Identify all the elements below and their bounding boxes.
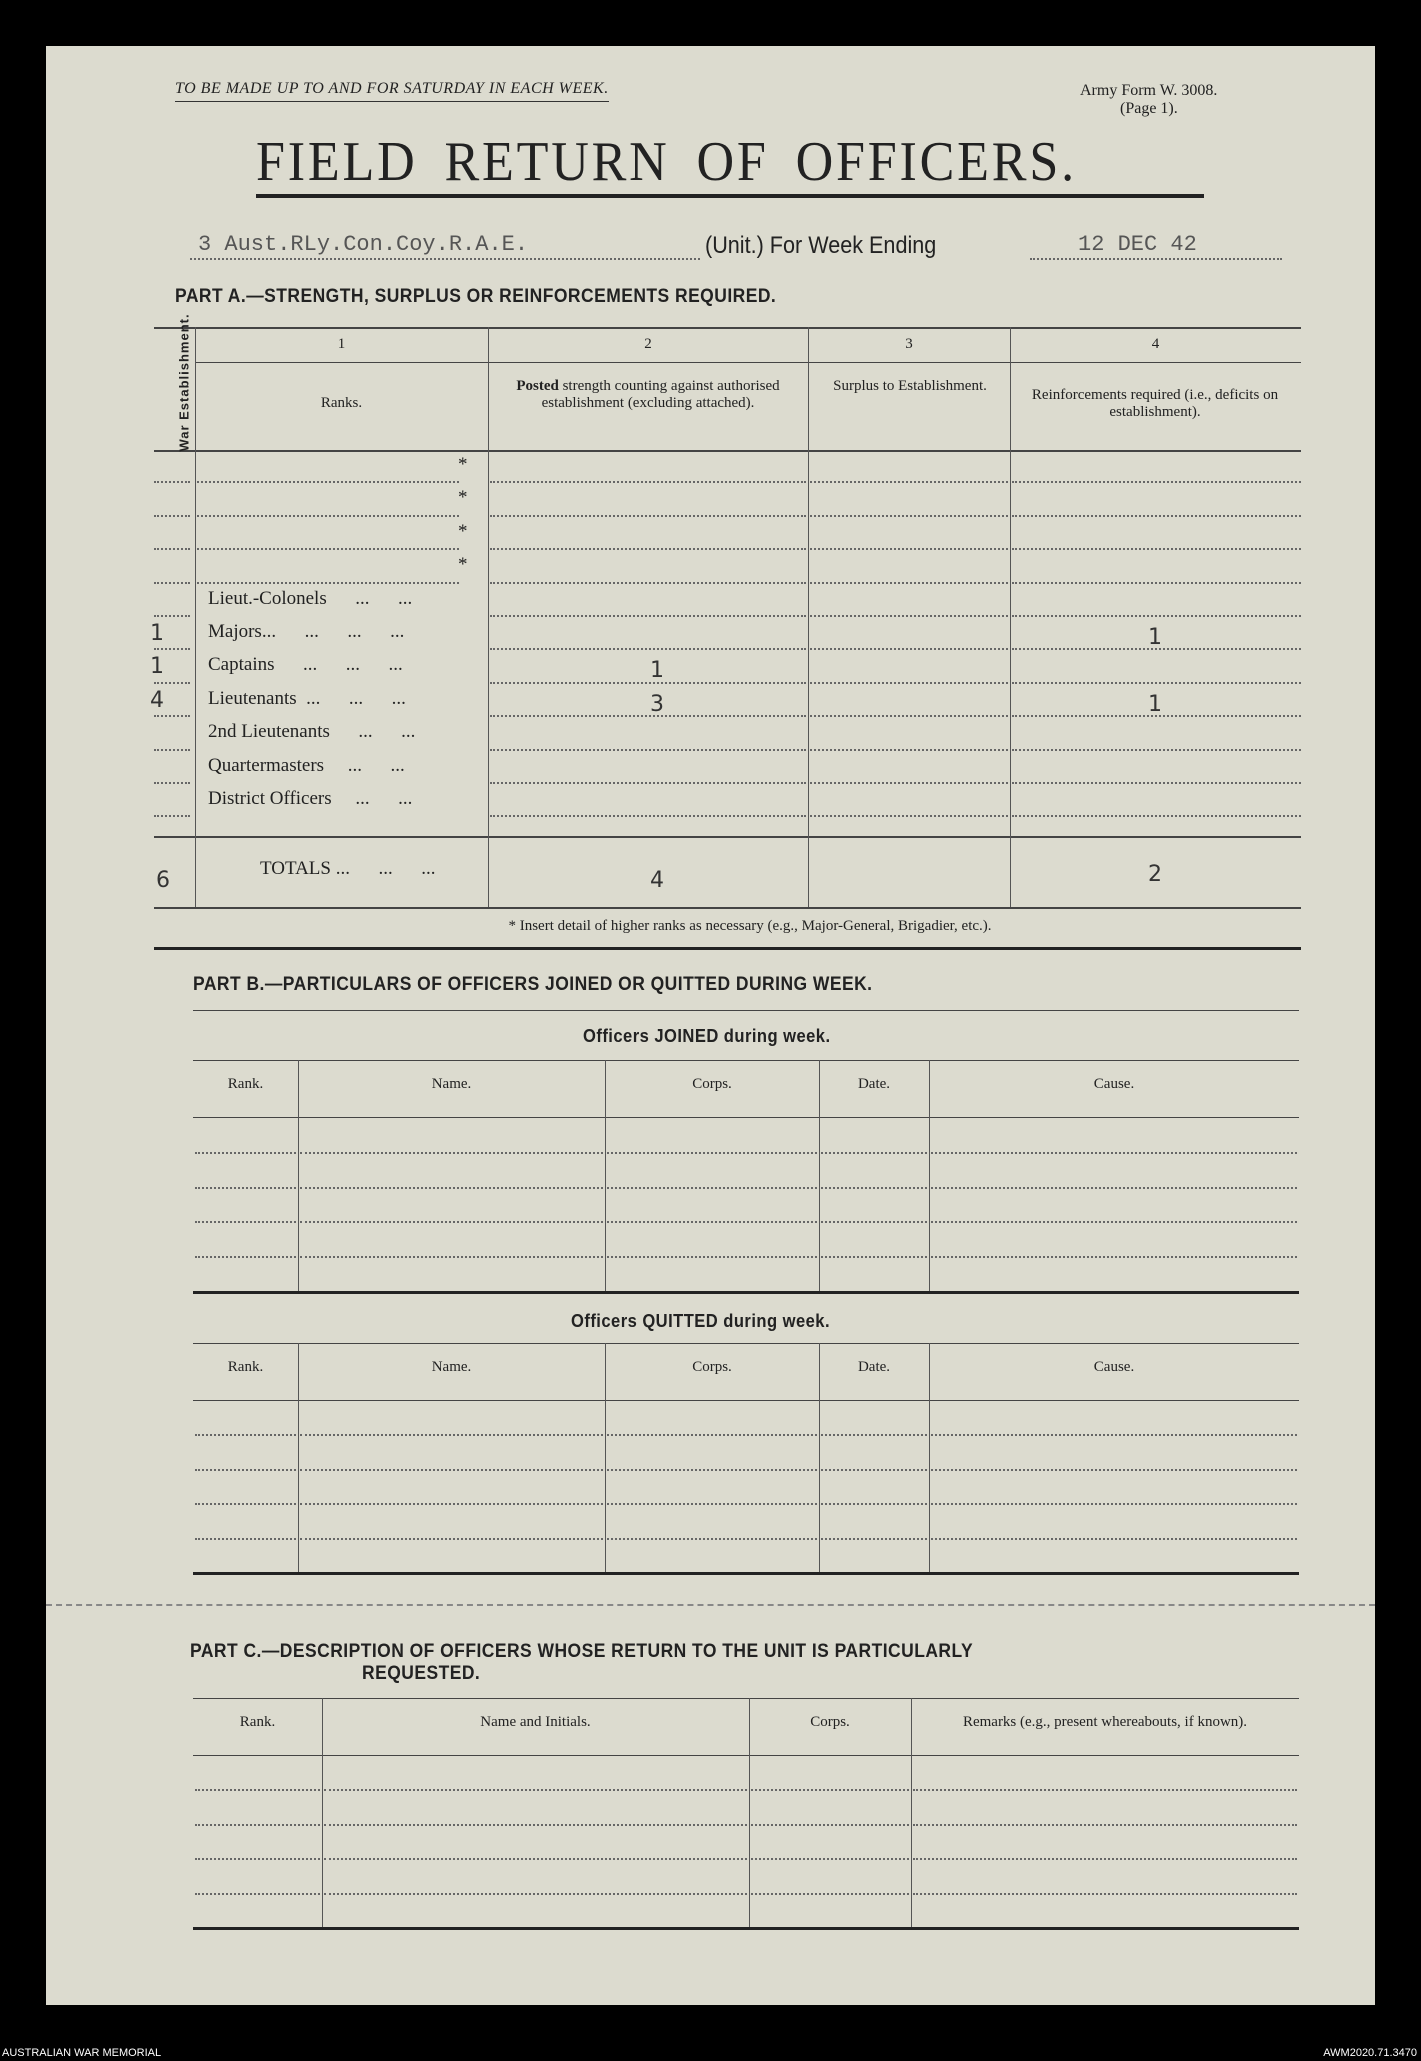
joined-header-1: Name. <box>431 1076 472 1092</box>
quitted-row-cell[interactable] <box>821 1434 927 1436</box>
joined-row-cell[interactable] <box>607 1221 817 1223</box>
row-dotted-line <box>490 582 806 584</box>
part-c-row-cell[interactable] <box>751 1858 909 1860</box>
we-dotted-line <box>154 582 190 584</box>
part-a-footnote: * Insert detail of higher ranks as necessary (e.g., Major-General, Brigadier, etc.). <box>508 918 992 934</box>
row-dotted-line <box>810 481 1008 483</box>
header-bottom-rule <box>154 450 1301 452</box>
unit-label: (Unit.) For Week Ending <box>705 232 937 259</box>
part-c-row-cell[interactable] <box>195 1858 320 1860</box>
part-c-row-cell[interactable] <box>913 1789 1297 1791</box>
quitted-top-rule <box>193 1343 1299 1344</box>
part-c-column-divider <box>749 1698 750 1927</box>
joined-row-cell[interactable] <box>300 1256 603 1258</box>
row-dotted-line <box>490 715 806 717</box>
column-number: 1 <box>337 336 346 352</box>
rank-label: 2nd Lieutenants ... ... <box>208 721 416 743</box>
joined-row-cell[interactable] <box>195 1187 296 1189</box>
quitted-row-cell[interactable] <box>300 1503 603 1505</box>
archive-reference: AWM2020.71.3470 <box>1323 2047 1417 2059</box>
quitted-row-cell[interactable] <box>300 1434 603 1436</box>
ranks-header: Ranks. <box>320 395 363 411</box>
quitted-row-cell[interactable] <box>195 1538 296 1540</box>
part-c-row-cell[interactable] <box>751 1824 909 1826</box>
joined-header-0: Rank. <box>227 1076 264 1092</box>
surplus-header: Surplus to Establishment. <box>833 378 987 394</box>
joined-header-2: Corps. <box>692 1076 732 1092</box>
title-underline <box>256 194 1204 198</box>
total-reinforcements[interactable]: 2 <box>1148 862 1162 887</box>
row-dotted-line <box>1012 782 1301 784</box>
rank-label: District Officers ... ... <box>208 788 413 809</box>
quitted-row-cell[interactable] <box>607 1469 817 1471</box>
part-c-row-cell[interactable] <box>913 1893 1297 1895</box>
row-dotted-line <box>810 582 1008 584</box>
joined-row-cell[interactable] <box>931 1256 1297 1258</box>
row-dotted-line <box>490 749 806 751</box>
quitted-column-divider <box>605 1343 606 1572</box>
row-dotted-line <box>490 615 806 617</box>
row-dotted-line <box>810 515 1008 517</box>
joined-column-divider <box>298 1060 299 1291</box>
page-title: FIELD RETURN OF OFFICERS. <box>256 131 1077 193</box>
row-dotted-line <box>1012 582 1301 584</box>
quitted-column-divider <box>929 1343 930 1572</box>
part-a-heading: PART A.—STRENGTH, SURPLUS OR REINFORCEMENTS REQUIRED. <box>175 286 777 307</box>
part-c-header-rule <box>193 1755 1299 1756</box>
week-dotted-line <box>1030 258 1282 260</box>
archive-caption: AUSTRALIAN WAR MEMORIAL <box>2 2047 162 2059</box>
we-dotted-line <box>154 749 190 751</box>
quitted-row-cell[interactable] <box>607 1538 817 1540</box>
column-divider <box>1010 327 1011 907</box>
joined-header-rule <box>193 1117 1299 1118</box>
joined-row-cell[interactable] <box>821 1187 927 1189</box>
quitted-row-cell[interactable] <box>931 1469 1297 1471</box>
joined-column-divider <box>605 1060 606 1291</box>
we-dotted-line <box>154 782 190 784</box>
rank-asterisk: * <box>458 454 468 475</box>
joined-row-cell[interactable] <box>931 1187 1297 1189</box>
quitted-header-1: Name. <box>431 1359 472 1375</box>
we-dotted-line <box>154 648 190 650</box>
joined-row-cell[interactable] <box>821 1256 927 1258</box>
reinforcements-value[interactable]: 1 <box>1148 691 1162 717</box>
quitted-header-4: Cause. <box>1093 1359 1135 1375</box>
joined-row-cell[interactable] <box>300 1152 603 1154</box>
row-dotted-line <box>810 548 1008 550</box>
rank-dotted-line <box>197 481 459 483</box>
joined-row-cell[interactable] <box>607 1152 817 1154</box>
rank-asterisk: * <box>458 520 468 542</box>
quitted-bottom-rule <box>193 1572 1299 1575</box>
part-c-header-0: Rank. <box>239 1714 276 1730</box>
row-dotted-line <box>810 749 1008 751</box>
rank-asterisk: * <box>458 487 468 509</box>
part-c-column-divider <box>322 1698 323 1927</box>
joined-row-cell[interactable] <box>607 1187 817 1189</box>
joined-row-cell[interactable] <box>300 1221 603 1223</box>
quitted-row-cell[interactable] <box>931 1434 1297 1436</box>
quitted-row-cell[interactable] <box>607 1503 817 1505</box>
table-bottom-rule <box>154 907 1301 909</box>
joined-row-cell[interactable] <box>821 1152 927 1154</box>
fold-line <box>46 1604 1375 1606</box>
part-c-header-2: Corps. <box>810 1714 850 1730</box>
part-c-row-cell[interactable] <box>195 1824 320 1826</box>
we-dotted-line <box>154 481 190 483</box>
part-c-row-cell[interactable] <box>751 1893 909 1895</box>
joined-row-cell[interactable] <box>195 1221 296 1223</box>
joined-top-rule <box>193 1060 1299 1061</box>
row-dotted-line <box>490 815 806 817</box>
quitted-row-cell[interactable] <box>300 1469 603 1471</box>
row-dotted-line <box>490 481 806 483</box>
part-c-heading-line2: REQUESTED. <box>362 1663 481 1684</box>
quitted-row-cell[interactable] <box>821 1538 927 1540</box>
row-dotted-line <box>1012 815 1301 817</box>
total-war-establishment[interactable]: 6 <box>156 868 170 893</box>
reinforcements-value[interactable]: 1 <box>1148 625 1162 650</box>
war-establishment-header: War Establishment. <box>176 313 192 452</box>
quitted-row-cell[interactable] <box>300 1538 603 1540</box>
war-establishment-value[interactable]: 4 <box>150 687 164 713</box>
part-c-header-1: Name and Initials. <box>480 1714 591 1730</box>
row-dotted-line <box>1012 749 1301 751</box>
joined-bottom-rule <box>193 1291 1299 1294</box>
rank-label: Captains ... ... ... <box>208 654 403 676</box>
total-posted[interactable]: 4 <box>650 868 664 893</box>
rank-label: Quartermasters ... ... <box>208 754 405 776</box>
part-c-row-cell[interactable] <box>324 1789 747 1791</box>
joined-row-cell[interactable] <box>195 1152 296 1154</box>
part-c-row-cell[interactable] <box>913 1824 1297 1826</box>
quitted-row-cell[interactable] <box>931 1538 1297 1540</box>
rank-dotted-line <box>197 582 459 584</box>
part-c-row-cell[interactable] <box>324 1893 747 1895</box>
row-dotted-line <box>1012 682 1301 684</box>
posted-header: Posted strength counting against authorised establishment (excluding attached). <box>516 378 780 412</box>
row-dotted-line <box>490 782 806 784</box>
reinforcements-header: Reinforcements required (i.e., deficits on establishment). <box>1031 387 1279 421</box>
posted-value[interactable]: 1 <box>650 658 664 684</box>
joined-title: Officers JOINED during week. <box>583 1026 831 1046</box>
posted-bold: Posted <box>516 378 559 394</box>
unit-value[interactable]: 3 Aust.RLy.Con.Coy.R.A.E. <box>198 232 529 257</box>
war-establishment-value[interactable]: 1 <box>150 621 164 646</box>
quitted-row-cell[interactable] <box>821 1469 927 1471</box>
we-dotted-line <box>154 615 190 617</box>
row-dotted-line <box>490 648 806 650</box>
quitted-title: Officers QUITTED during week. <box>571 1311 831 1331</box>
quitted-row-cell[interactable] <box>195 1469 296 1471</box>
unit-dotted-line <box>190 258 700 260</box>
quitted-row-cell[interactable] <box>195 1503 296 1505</box>
row-dotted-line <box>1012 515 1301 517</box>
quitted-header-0: Rank. <box>227 1359 264 1375</box>
column-divider <box>808 327 809 907</box>
part-c-header-3: Remarks (e.g., present whereabouts, if known). <box>962 1714 1248 1730</box>
joined-header-3: Date. <box>857 1076 891 1092</box>
row-dotted-line <box>810 815 1008 817</box>
joined-row-cell[interactable] <box>821 1221 927 1223</box>
war-establishment-value[interactable]: 1 <box>150 654 164 680</box>
joined-row-cell[interactable] <box>607 1256 817 1258</box>
quitted-row-cell[interactable] <box>195 1434 296 1436</box>
part-c-top-rule <box>193 1698 1299 1699</box>
row-dotted-line <box>490 515 806 517</box>
quitted-header-2: Corps. <box>692 1359 732 1375</box>
instruction-text: TO BE MADE UP TO AND FOR SATURDAY IN EACH WEEK. <box>175 80 609 102</box>
row-dotted-line <box>490 682 806 684</box>
we-dotted-line <box>154 682 190 684</box>
row-dotted-line <box>810 682 1008 684</box>
part-c-row-cell[interactable] <box>324 1858 747 1860</box>
part-c-row-cell[interactable] <box>751 1789 909 1791</box>
part-c-row-cell[interactable] <box>324 1824 747 1826</box>
joined-column-divider <box>819 1060 820 1291</box>
totals-label: TOTALS ... ... ... <box>260 858 436 879</box>
column-number: 4 <box>1151 336 1160 352</box>
posted-value[interactable]: 3 <box>650 691 664 717</box>
quitted-row-cell[interactable] <box>931 1503 1297 1505</box>
rank-label: Lieut.-Colonels ... ... <box>208 587 413 609</box>
form-number: Army Form W. 3008. <box>1080 82 1218 99</box>
part-c-bottom-rule <box>193 1927 1299 1930</box>
page-number: (Page 1). <box>1120 100 1178 117</box>
divider <box>193 1010 1299 1011</box>
joined-header-4: Cause. <box>1093 1076 1135 1092</box>
quitted-header-rule <box>193 1400 1299 1401</box>
column-divider <box>488 327 489 907</box>
column-number: 3 <box>905 336 913 352</box>
row-dotted-line <box>490 548 806 550</box>
row-dotted-line <box>1012 615 1301 617</box>
quitted-column-divider <box>298 1343 299 1572</box>
totals-rule <box>154 836 1301 838</box>
rank-label: Majors... ... ... ... <box>208 621 405 642</box>
row-dotted-line <box>810 648 1008 650</box>
row-dotted-line <box>810 782 1008 784</box>
joined-column-divider <box>929 1060 930 1291</box>
part-b-heading: PART B.—PARTICULARS OF OFFICERS JOINED OR QUITTED DURING WEEK. <box>193 974 873 995</box>
row-dotted-line <box>810 715 1008 717</box>
table-top-rule <box>154 327 1301 329</box>
header-rule <box>195 362 1301 363</box>
rank-label: Lieutenants ... ... ... <box>208 687 406 709</box>
week-ending-value[interactable]: 12 DEC 42 <box>1078 232 1197 257</box>
we-dotted-line <box>154 715 190 717</box>
part-c-row-cell[interactable] <box>913 1858 1297 1860</box>
we-dotted-line <box>154 515 190 517</box>
column-divider <box>195 327 196 907</box>
column-number: 2 <box>644 336 652 352</box>
joined-row-cell[interactable] <box>300 1187 603 1189</box>
rank-dotted-line <box>197 515 459 517</box>
quitted-row-cell[interactable] <box>607 1434 817 1436</box>
part-c-heading-line1: PART C.—DESCRIPTION OF OFFICERS WHOSE RETURN TO THE UNIT IS PARTICULARLY <box>190 1641 974 1662</box>
quitted-column-divider <box>819 1343 820 1572</box>
row-dotted-line <box>1012 481 1301 483</box>
we-dotted-line <box>154 815 190 817</box>
divider <box>154 947 1301 950</box>
rank-dotted-line <box>197 548 459 550</box>
joined-row-cell[interactable] <box>195 1256 296 1258</box>
part-c-row-cell[interactable] <box>195 1789 320 1791</box>
quitted-header-3: Date. <box>857 1359 891 1375</box>
part-c-row-cell[interactable] <box>195 1893 320 1895</box>
row-dotted-line <box>810 615 1008 617</box>
rank-asterisk: * <box>458 554 468 576</box>
joined-row-cell[interactable] <box>931 1152 1297 1154</box>
row-dotted-line <box>1012 548 1301 550</box>
we-dotted-line <box>154 548 190 550</box>
quitted-row-cell[interactable] <box>821 1503 927 1505</box>
part-c-column-divider <box>911 1698 912 1927</box>
joined-row-cell[interactable] <box>931 1221 1297 1223</box>
